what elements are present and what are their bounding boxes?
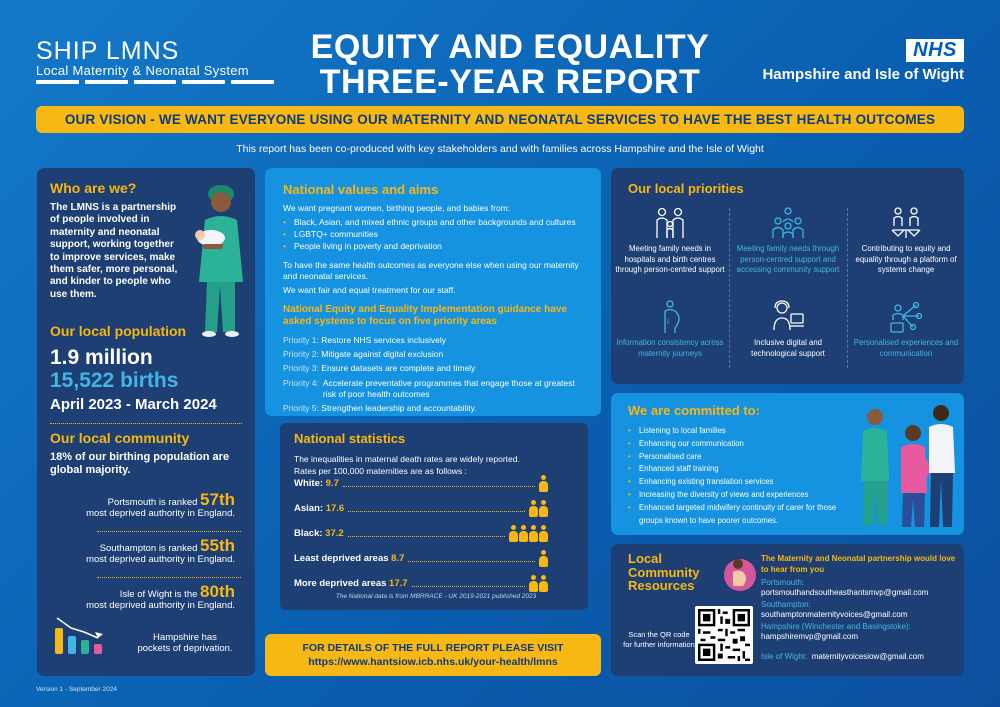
list-item: • Enhanced targeted midwifery continuity of carer for those groups known to have poorer outcomes. [628, 502, 850, 528]
resources-intro: The Maternity and Neonatal partnership would love to hear from you [761, 554, 956, 574]
contact-row [761, 646, 961, 664]
stat-figures [509, 525, 548, 543]
version-label: Version 1 - September 2024 [36, 686, 117, 693]
priority-text: Strengthen leadership and accountability. [321, 403, 477, 413]
local-priorities-panel [611, 168, 964, 384]
rank-value: 57th [200, 490, 235, 509]
stat-row [294, 503, 578, 519]
who-text: The LMNS is a partnership of people involved in maternity and neonatal support, working together to improve services, make them safer, more personal, and kinder to people who use them. [50, 202, 178, 300]
guidance-text: National Equity and Equality Implementation guidance have asked systems to focus on five priority areas [283, 304, 567, 327]
stat-dotted-leader [412, 586, 525, 587]
contact-location: Hampshire (Winchester and Basingstoke): [761, 622, 911, 631]
national-statistics-panel [280, 423, 588, 610]
rank-prefix: Isle of Wight is the [119, 589, 198, 600]
stat-label [294, 503, 344, 514]
priority-3 [283, 363, 593, 374]
deprivation-chart-icon [51, 612, 111, 656]
stat-figures [529, 575, 548, 593]
priority-label: Meeting family needs in hospitals and birth centres through person-centred support [615, 244, 725, 275]
priority-text: Accelerate preventative programmes that engage those at greatest risk of poor health outcomes [322, 378, 575, 399]
local-priorities-heading: Our local priorities [628, 181, 744, 196]
values-aim-2: We want fair and equal treatment for our staff. [283, 285, 456, 295]
cta-text: FOR DETAILS OF THE FULL REPORT PLEASE VISIT [302, 642, 564, 654]
community-heading: Our local community [50, 430, 190, 446]
priority-label: Inclusive digital and technological support [751, 338, 825, 358]
pockets-text: Hampshire has pockets of deprivation. [137, 632, 233, 654]
stats-desc-1: The inequalities in maternal death rates are widely reported. [294, 454, 520, 464]
rank-suffix: most deprived authority in England. [86, 600, 235, 611]
stat-value: 8.7 [391, 553, 405, 564]
stat-dotted-leader [408, 561, 535, 562]
rank-prefix: Southampton is ranked [99, 543, 198, 554]
person-figure-icon [539, 525, 548, 543]
priority-item [732, 206, 844, 276]
full-report-link[interactable]: https://www.hantsiow.icb.nhs.uk/your-health/lmns [308, 656, 558, 668]
national-values-panel [265, 168, 601, 416]
priority-text: Mitigate against digital exclusion [321, 349, 444, 359]
priority-2 [283, 349, 593, 360]
priority-label: Contributing to equity and equality through a platform of systems change [855, 244, 957, 275]
resources-heading-line-1: Local [628, 551, 662, 566]
staff-family-illustration [855, 403, 959, 531]
title-line-2: THREE-YEAR REPORT [319, 63, 701, 101]
digital-support-icon [771, 300, 805, 334]
community-resources-panel [611, 544, 964, 676]
rank-suffix: most deprived authority in England. [86, 508, 235, 519]
stat-value: 37.2 [325, 528, 344, 539]
list-item: • Enhancing our communication [628, 438, 850, 451]
person-figure-icon [539, 575, 548, 593]
divider [729, 208, 730, 368]
person-figure-icon [539, 475, 548, 493]
national-values-heading: National values and aims [283, 182, 439, 197]
stat-row [294, 578, 578, 594]
priority-key: Priority 1: [283, 335, 319, 345]
nhs-logo: NHS [906, 39, 964, 62]
priority-item [850, 206, 962, 276]
stat-row [294, 528, 578, 544]
rank-portsmouth [86, 490, 235, 519]
priority-4 [283, 378, 583, 399]
priority-item [850, 300, 962, 359]
midwife-illustration [187, 182, 253, 340]
stats-desc [294, 453, 578, 477]
contact-location: Southampton: [761, 600, 811, 609]
list-item: • Enhancing existing translation services [628, 476, 850, 489]
who-are-we-panel [37, 168, 255, 676]
values-groups [283, 216, 593, 252]
person-figure-icon [529, 500, 538, 518]
stats-heading: National statistics [294, 431, 406, 446]
stat-label-text: Least deprived areas [294, 553, 389, 564]
brand-title: SHIP LMNS [36, 37, 180, 65]
network-icon [889, 300, 923, 334]
stat-value: 17.7 [389, 578, 408, 589]
person-figure-icon [529, 525, 538, 543]
title-line-1: EQUITY AND EQUALITY [310, 28, 710, 66]
brand-block [36, 38, 249, 78]
priority-item [732, 300, 844, 359]
stat-label [294, 528, 344, 539]
priority-item [614, 206, 726, 276]
person-figure-icon [539, 550, 548, 568]
divider [847, 208, 848, 368]
resources-heading-line-2: Community [628, 564, 700, 580]
full-report-banner [265, 634, 601, 676]
list-item: • Personalised care [628, 451, 850, 464]
population-period: April 2023 - March 2024 [50, 396, 217, 413]
stats-desc-2: Rates per 100,000 maternities are as follows : [294, 466, 467, 476]
list-item: • Increasing the diversity of views and experiences [628, 489, 850, 502]
qr-code[interactable] [695, 606, 753, 664]
priority-text: Restore NHS services inclusively [321, 335, 446, 345]
rank-suffix: most deprived authority in England. [86, 554, 235, 565]
priority-text: Ensure datasets are complete and timely [321, 363, 476, 373]
stat-value: 17.6 [325, 503, 345, 514]
resources-heading-line-3: Resources [628, 578, 695, 593]
list-item: • People living in poverty and deprivation [283, 240, 593, 252]
priority-1 [283, 335, 593, 346]
stats-source: The National data is from MBRRACE - UK 2019-2021 published 2023 [335, 593, 537, 600]
values-aim-1: To have the same health outcomes as everyone else when using our maternity and neonatal services. [283, 260, 579, 281]
priority-key: Priority 5: [283, 403, 319, 413]
rank-value: 80th [200, 582, 235, 601]
priority-item [614, 300, 726, 359]
rank-isle-of-wight [86, 582, 235, 611]
rank-prefix: Portsmouth is ranked [107, 497, 198, 508]
priority-label: Meeting family needs through person-centred support and accessing community support [736, 244, 840, 275]
stat-label-text: Black: [294, 528, 323, 539]
committed-panel [611, 393, 964, 535]
list-item: • Enhanced staff training [628, 463, 850, 476]
stat-label-text: More deprived areas [294, 578, 387, 589]
community-icon [771, 206, 805, 240]
list-item: • Black, Asian, and mixed ethnic groups and other backgrounds and cultures [283, 216, 593, 228]
population-people: 1.9 million [50, 346, 153, 369]
values-intro: We want pregnant women, birthing people, and babies from: [283, 203, 511, 213]
stat-label [294, 478, 339, 489]
pregnancy-icon [653, 300, 687, 334]
rank-southampton [86, 536, 235, 565]
qr-code-icon [698, 609, 750, 661]
brand-dashes [36, 80, 274, 85]
stat-label-text: White: [294, 478, 324, 489]
stat-label [294, 553, 404, 564]
community-text: 18% of our birthing population are global majority. [50, 451, 230, 476]
coproduced-note: This report has been co-produced with key stakeholders and with families across Hampshire and the Isle of Wight [236, 143, 764, 155]
contact-email[interactable]: hampshiremvp@gmail.com [761, 632, 859, 641]
priority-key: Priority 4: [283, 378, 319, 388]
priority-label: Information consistency across maternity journeys [616, 338, 724, 358]
population-births: 15,522 births [50, 369, 179, 392]
priority-label: Personalised experiences and communication [853, 338, 959, 358]
page-title [286, 30, 734, 100]
population-heading: Our local population [50, 323, 187, 339]
divider [97, 577, 241, 578]
stat-dotted-leader [343, 486, 535, 487]
stat-dotted-leader [348, 536, 505, 537]
stat-figures [529, 500, 548, 518]
who-heading: Who are we? [50, 180, 137, 196]
priority-key: Priority 2: [283, 349, 319, 359]
person-figure-icon [529, 575, 538, 593]
stat-label-text: Asian: [294, 503, 324, 514]
svg-text:i: i [667, 317, 669, 326]
person-figure-icon [519, 525, 528, 543]
scales-icon [889, 206, 923, 240]
contact-email[interactable]: maternityvoicesiow@gmail.com [811, 652, 924, 661]
stat-row [294, 478, 578, 494]
scan-qr-text: Scan the QR code for further information [623, 630, 695, 649]
priority-5 [283, 403, 593, 414]
stat-figures [539, 550, 548, 568]
brand-subtitle: Local Maternity & Neonatal System [36, 63, 249, 78]
person-figure-icon [539, 500, 548, 518]
contact-email[interactable]: southamptonmaternityvoices@gmail.com [761, 610, 908, 619]
person-figure-icon [509, 525, 518, 543]
contact-list [761, 578, 961, 664]
pregnant-person-icon [723, 552, 757, 598]
list-item: • LGBTQ+ communities [283, 228, 593, 240]
contact-location: Portsmouth: [761, 578, 805, 587]
stat-dotted-leader [348, 511, 525, 512]
divider [50, 423, 242, 424]
list-item: • Listening to local families [628, 425, 850, 438]
divider [97, 531, 241, 532]
stat-figures [539, 475, 548, 493]
vision-banner: OUR VISION - WE WANT EVERYONE USING OUR MATERNITY AND NEONATAL SERVICES TO HAVE THE BEST HEALTH OUTCOMES [36, 106, 964, 133]
contact-email[interactable]: portsmouthandsoutheasthantsmvp@gmail.com [761, 588, 929, 597]
committed-heading: We are committed to: [628, 403, 760, 418]
stat-label [294, 578, 408, 589]
stat-row [294, 553, 578, 569]
rank-value: 55th [200, 536, 235, 555]
contact-location: Isle of Wight: [761, 652, 808, 661]
stat-value: 9.7 [325, 478, 339, 489]
committed-list [628, 425, 850, 527]
resources-heading [628, 552, 700, 593]
family-icon [653, 206, 687, 240]
nhs-region: Hampshire and Isle of Wight [762, 66, 964, 83]
priority-key: Priority 3: [283, 363, 319, 373]
